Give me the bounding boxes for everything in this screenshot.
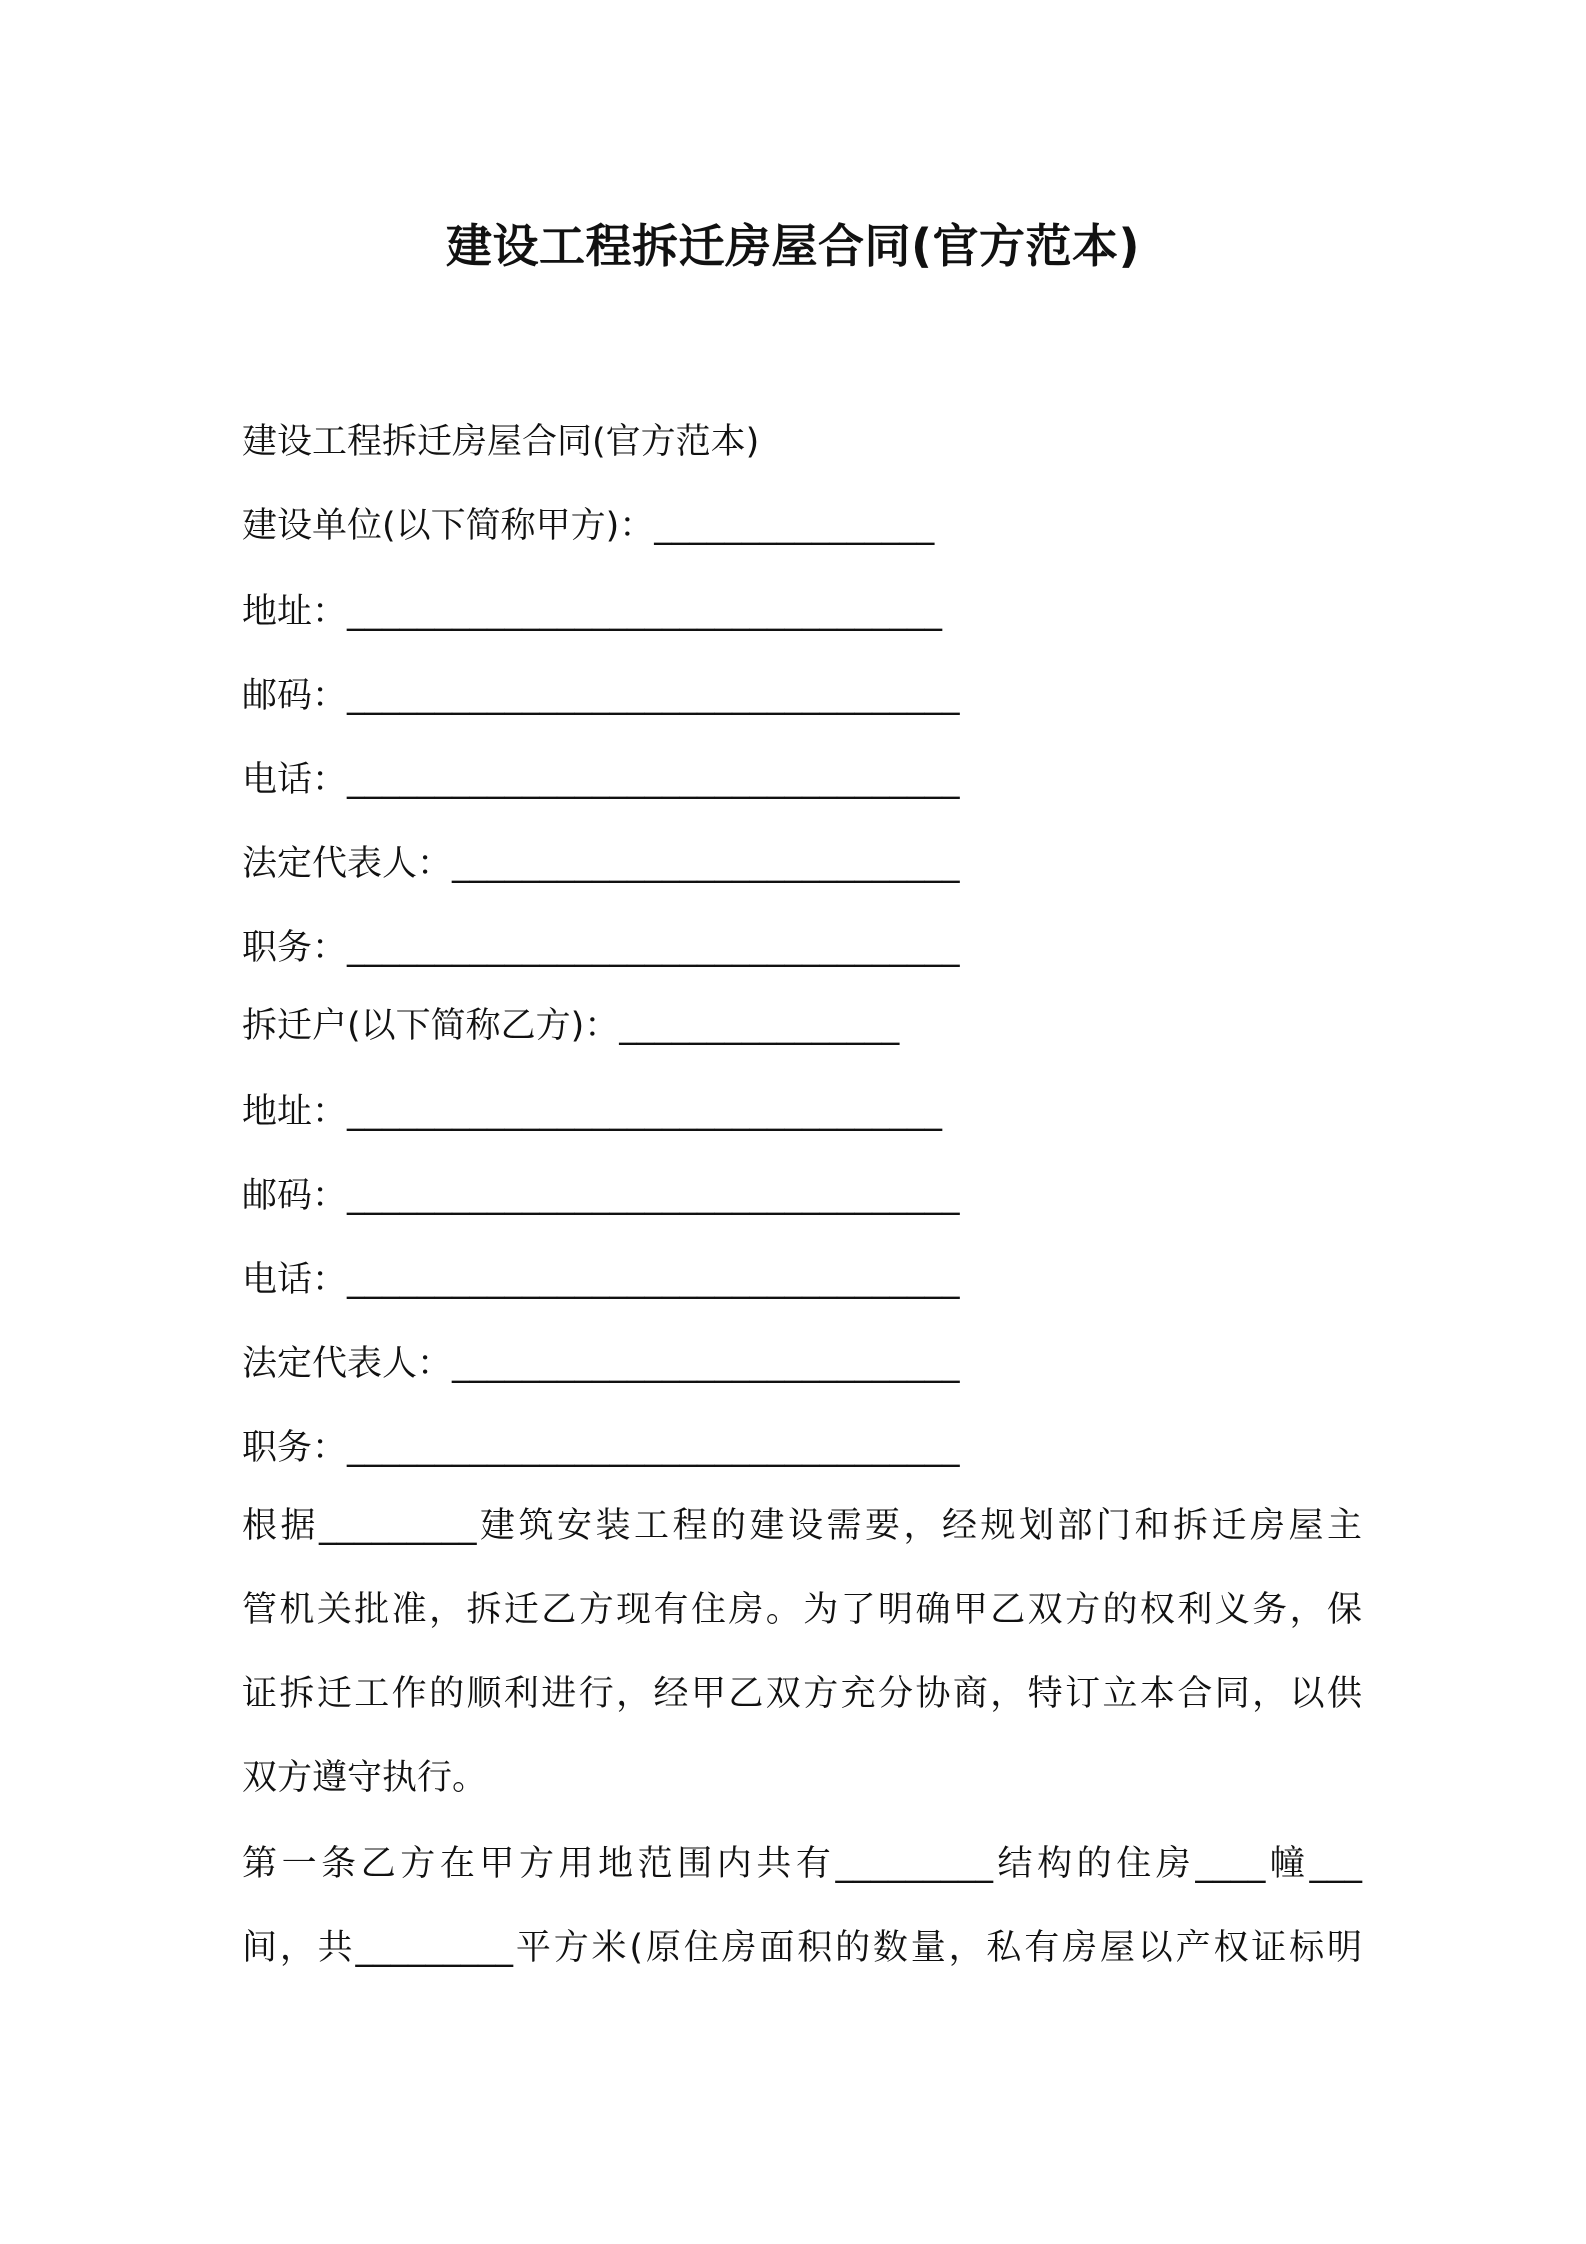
- party-a-legal-rep-field: 法定代表人：_____________________________: [242, 844, 960, 884]
- document-title: 建设工程拆迁房屋合同(官方范本): [445, 219, 1141, 273]
- party-a-position-field: 职务：___________________________________: [242, 928, 960, 968]
- party-b-postcode-field: 邮码：___________________________________: [242, 1176, 960, 1216]
- party-a-heading: 建设单位(以下简称甲方)：________________: [242, 506, 935, 546]
- party-a-address-field: 地址：__________________________________: [242, 592, 943, 632]
- party-a-phone-field: 电话：___________________________________: [242, 760, 960, 800]
- party-a-postcode-field: 邮码：___________________________________: [242, 676, 960, 716]
- preamble-paragraph: [242, 1484, 1362, 1820]
- preamble-line: 双方遵守执行。: [242, 1758, 488, 1798]
- preamble-line: 证拆迁工作的顺利进行，经甲乙双方充分协商，特订立本合同，以供: [242, 1674, 1362, 1714]
- party-b-address-field: 地址：__________________________________: [242, 1092, 943, 1132]
- preamble-line: 根据_________建筑安装工程的建设需要，经规划部门和拆迁房屋主: [242, 1506, 1362, 1546]
- party-b-phone-field: 电话：___________________________________: [242, 1260, 960, 1300]
- party-b-heading: 拆迁户(以下简称乙方)：________________: [242, 1006, 900, 1046]
- party-b-position-field: 职务：___________________________________: [242, 1428, 960, 1468]
- article-1-line: 第一条乙方在甲方用地范围内共有_________结构的住房____幢___: [242, 1844, 1362, 1884]
- document-subtitle: 建设工程拆迁房屋合同(官方范本): [242, 422, 760, 462]
- article-1-line: 间，共_________平方米(原住房面积的数量，私有房屋以产权证标明: [242, 1928, 1362, 1968]
- party-b-legal-rep-field: 法定代表人：_____________________________: [242, 1344, 960, 1384]
- article-1-paragraph: [242, 1822, 1362, 1990]
- preamble-line: 管机关批准，拆迁乙方现有住房。为了明确甲乙双方的权利义务，保: [242, 1590, 1362, 1630]
